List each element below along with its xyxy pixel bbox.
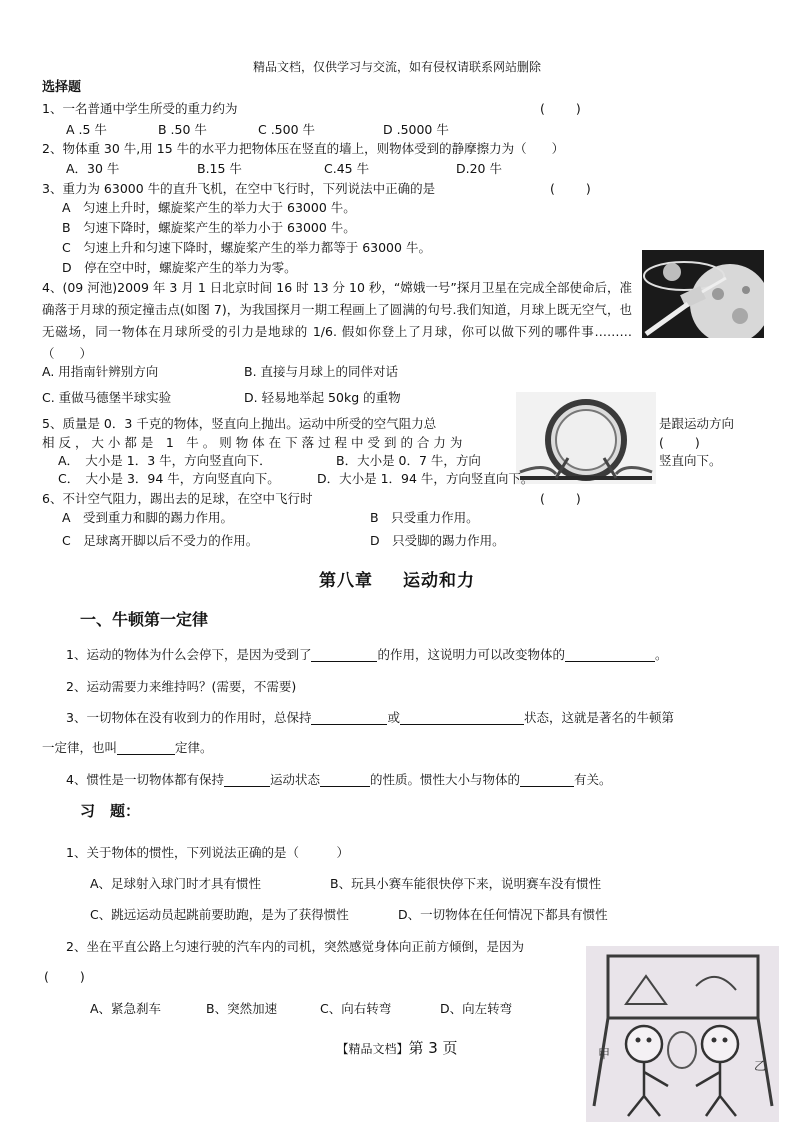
fill-4-text-b: 运动状态 — [269, 772, 320, 787]
q5-option-b: B．大小是 0．7 牛，方向 — [336, 453, 481, 468]
fill-2: 2、运动需要力来维持吗？(需要，不需要) — [66, 679, 297, 694]
fill-1-text-b: 的作用，这说明力可以改变物体的 — [377, 647, 565, 662]
section-title: 选择题 — [42, 80, 82, 95]
fill-1-blank-a[interactable] — [311, 647, 377, 662]
fill-3-cont — [42, 738, 213, 756]
e2-answer-paren: ( ) — [44, 969, 87, 984]
fill-3-text-d: 一定律，也叫 — [42, 740, 118, 755]
loop-track-image — [516, 392, 656, 484]
q6-stem: 6、不计空气阻力，踢出去的足球，在空中飞行时 — [42, 491, 313, 506]
e2-stem: 2、坐在平直公路上匀速行驶的汽车内的司机，突然感觉身体向正前方倾倒，是因为 — [66, 939, 524, 954]
fill-4-blank-a[interactable] — [224, 772, 270, 787]
q3-option-d: D 停在空中时，螺旋桨产生的举力为零。 — [62, 260, 297, 275]
q6-option-d: D 只受脚的踢力作用。 — [370, 533, 505, 548]
q2-option-d: D.20 牛 — [456, 161, 502, 176]
q1-option-a: A .5 牛 — [66, 122, 107, 137]
q2-option-b: B.15 牛 — [197, 161, 242, 176]
q1-option-c: C .500 牛 — [258, 122, 316, 137]
fill-3 — [66, 708, 674, 726]
footer-page-number: 第 3 页 — [408, 1039, 458, 1057]
q3-answer-paren: ( ) — [550, 181, 593, 196]
e2-option-a: A、紧急刹车 — [90, 1001, 162, 1016]
e1-option-a: A、足球射入球门时才具有惯性 — [90, 876, 262, 891]
fill-3-text-c: 状态，这就是著名的牛顿第 — [523, 710, 674, 725]
q1-answer-paren: ( ) — [540, 101, 583, 116]
figure-label-yi: 乙 — [754, 1059, 767, 1073]
fill-4-text-a: 4、惯性是一切物体都有保持 — [66, 772, 224, 787]
e1-option-d: D、一切物体在任何情况下都具有惯性 — [398, 907, 608, 922]
q5-option-c: C． 大小是 3．94 牛，方向竖直向下。 — [58, 471, 280, 486]
fill-1 — [66, 645, 668, 663]
fill-4-blank-c[interactable] — [520, 772, 574, 787]
chapter-number: 第八章 — [319, 571, 373, 591]
q5-answer-paren: ( ) — [659, 435, 702, 450]
fill-4-text-d: 有关。 — [574, 772, 612, 787]
q5-option-a: A． 大小是 1．3 牛，方向竖直向下． — [58, 453, 272, 468]
q6-option-b: B 只受重力作用。 — [370, 510, 479, 525]
q6-option-c: C 足球离开脚以后不受力的作用。 — [62, 533, 259, 548]
q4-option-c: C. 重做马德堡半球实验 — [42, 390, 172, 405]
e1-stem: 1、关于物体的惯性，下列说法正确的是（ ） — [66, 845, 349, 860]
car-passengers-sketch — [586, 946, 779, 1122]
footer-bracket: 【精品文档】 — [336, 1042, 409, 1056]
fill-3-blank-a[interactable] — [311, 710, 387, 725]
chapter-name: 运动和力 — [403, 571, 475, 591]
q2-option-c: C.45 牛 — [324, 161, 370, 176]
page-header: 精品文档，仅供学习与交流，如有侵权请联系网站删除 — [252, 60, 541, 74]
q3-stem: 3、重力为 63000 牛的直升飞机，在空中飞行时，下列说法中正确的是 — [42, 181, 436, 196]
e1-option-c: C、跳远运动员起跳前要助跑，是为了获得惯性 — [90, 907, 349, 922]
q5-line1-end: 是跟运动方向 — [659, 416, 735, 431]
q6-option-a: A 受到重力和脚的踢力作用。 — [62, 510, 234, 525]
fill-3-text-a: 3、一切物体在没有收到力的作用时，总保持 — [66, 710, 312, 725]
fill-3-blank-b[interactable] — [400, 710, 524, 725]
q3-option-b: B 匀速下降时，螺旋桨产生的举力小于 63000 牛。 — [62, 220, 356, 235]
q5-line1: 5、质量是 0．3 千克的物体，竖直向上抛出。运动中所受的空气阻力总 — [42, 416, 437, 431]
q3-option-c: C 匀速上升和匀速下降时，螺旋桨产生的举力都等于 63000 牛。 — [62, 240, 431, 255]
fill-1-blank-b[interactable] — [565, 647, 655, 662]
lunar-probe-image — [642, 250, 764, 338]
e2-option-d: D、向左转弯 — [440, 1001, 513, 1016]
fill-3-blank-c[interactable] — [117, 740, 175, 755]
fill-1-text-a: 1、运动的物体为什么会停下，是因为受到了 — [66, 647, 312, 662]
q4-option-d: D. 轻易地举起 50kg 的重物 — [244, 390, 401, 405]
q5-option-d: D．大小是 1．94 牛，方向竖直向下。 — [317, 471, 534, 486]
q5-option-b-end: 竖直向下。 — [659, 453, 722, 468]
page-footer — [0, 1037, 794, 1058]
figure-label-jia: 甲 — [598, 1047, 611, 1061]
subsection-title: 一、牛顿第一定律 — [80, 610, 209, 629]
fill-3-text-e: 定律。 — [175, 740, 213, 755]
e2-option-b: B、突然加速 — [206, 1001, 278, 1016]
q4-stem: 4、(09 河池)2009 年 3 月 1 日北京时间 16 时 13 分 10 秒，“嫦娥一号”探月卫星在完成全部使命后，准确落于月球的预定撞击点(如图 7)，为我国探月一期工程画上了圆满的句号.我们知道，月球上既无空气，也无磁场，同一物体在月球所受的引力是地球的 1/6. 假如你登上了月球，你可以做下列的哪件事………（ ） — [42, 280, 632, 361]
q2-stem: 2、物体重 30 牛,用 15 牛的水平力把物体压在竖直的墙上，则物体受到的静摩擦力为（ ） — [42, 141, 565, 156]
q1-stem: 1、一名普通中学生所受的重力约为 — [42, 101, 238, 116]
q4-option-b: B. 直接与月球上的同伴对话 — [244, 364, 399, 379]
q1-option-d: D .5000 牛 — [383, 122, 449, 137]
q1-option-b: B .50 牛 — [158, 122, 207, 137]
q6-answer-paren: ( ) — [540, 491, 583, 506]
q4-option-a: A. 用指南针辨别方向 — [42, 364, 159, 379]
q3-option-a: A 匀速上升时，螺旋桨产生的举力大于 63000 牛。 — [62, 200, 356, 215]
chapter-title — [0, 566, 794, 591]
q5-line2: 相 反 ， 大 小 都 是 1 牛 。 则 物 体 在 下 落 过 程 中 受 到 的 合 力 为 — [42, 435, 463, 450]
fill-4-blank-b[interactable] — [320, 772, 370, 787]
exercise-title: 习 题： — [80, 802, 141, 820]
fill-3-text-b: 或 — [387, 710, 400, 725]
q2-option-a: A．30 牛 — [66, 161, 120, 176]
fill-4 — [66, 770, 612, 788]
fill-4-text-c: 的性质。惯性大小与物体的 — [369, 772, 520, 787]
e1-option-b: B、玩具小赛车能很快停下来，说明赛车没有惯性 — [330, 876, 602, 891]
fill-1-text-c: 。 — [654, 647, 668, 662]
e2-option-c: C、向右转弯 — [320, 1001, 392, 1016]
